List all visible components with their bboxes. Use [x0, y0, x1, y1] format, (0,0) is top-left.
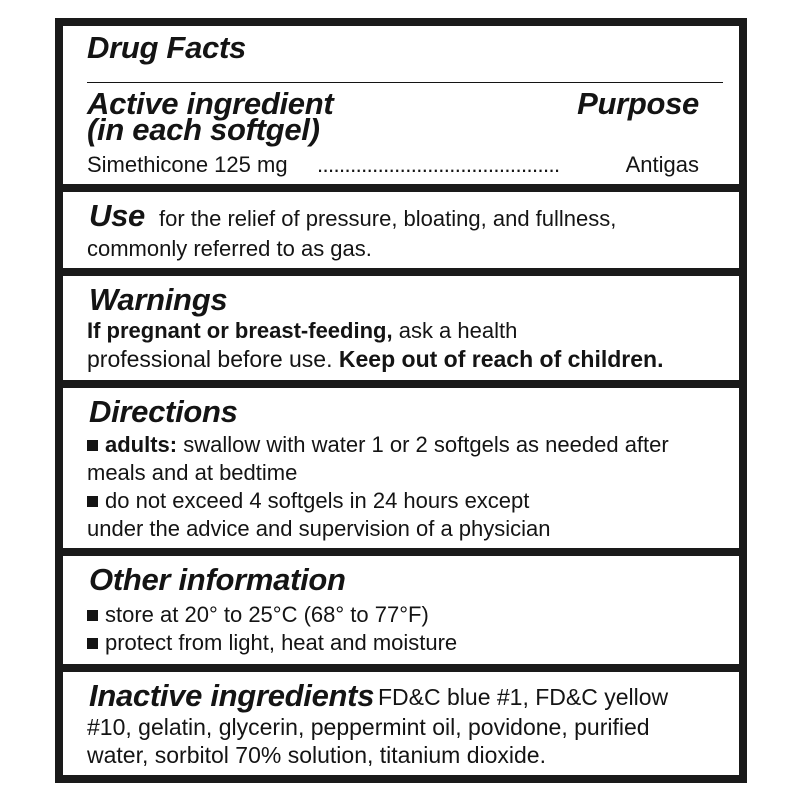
children-warning: Keep out of reach of children.: [338, 346, 664, 372]
ingredient-leader-dots: ............................................: [317, 152, 560, 177]
use-text-line1: for the relief of pressure, bloating, and fullness,: [159, 206, 617, 231]
directions-heading: Directions: [89, 394, 238, 429]
directions-limit-text: do not exceed 4 softgels in 24 hours except: [105, 488, 530, 513]
warnings-heading: Warnings: [89, 282, 228, 317]
professional-advice: professional before use.: [87, 346, 339, 372]
other-information-heading: Other information: [89, 562, 346, 597]
active-ingredient-section: [63, 26, 739, 184]
drug-facts-panel: [55, 18, 747, 783]
pregnancy-warning: If pregnant or breast-feeding,: [87, 318, 393, 343]
directions-item1-cont: meals and at bedtime: [87, 460, 298, 485]
purpose-heading: Purpose: [577, 86, 699, 121]
title-divider: [87, 82, 723, 83]
warnings-line2: [87, 348, 664, 371]
warnings-section: [63, 276, 739, 380]
ingredient-name: Simethicone 125 mg: [87, 152, 288, 177]
directions-adults-text: swallow with water 1 or 2 softgels as needed after: [177, 432, 669, 457]
active-ingredient-heading: Active ingredient: [87, 86, 334, 121]
directions-item1: [87, 434, 669, 456]
inactive-line1: FD&C blue #1, FD&C yellow: [378, 684, 669, 710]
bullet-square-icon: [87, 496, 98, 507]
pregnancy-advice: ask a health: [392, 318, 518, 343]
other-information-section: [63, 556, 739, 664]
inactive-line3: water, sorbitol 70% solution, titanium dioxide.: [87, 742, 546, 768]
directions-section: [63, 388, 739, 548]
use-section: [63, 192, 739, 268]
directions-adults-label: adults:: [105, 432, 178, 457]
directions-item2-cont: under the advice and supervision of a physician: [87, 516, 551, 541]
drug-facts-title: Drug Facts: [87, 30, 246, 65]
other-info-item1: [87, 604, 429, 626]
other-info-item2: [87, 632, 457, 654]
active-ingredient-subheading: (in each softgel): [87, 112, 320, 147]
bullet-square-icon: [87, 440, 98, 451]
use-text-line2: commonly referred to as gas.: [87, 236, 372, 261]
inactive-ingredients-section: [63, 672, 739, 775]
inactive-line2: #10, gelatin, glycerin, peppermint oil, povidone, purified: [87, 714, 650, 740]
bullet-square-icon: [87, 638, 98, 649]
ingredient-purpose: Antigas: [625, 152, 699, 177]
directions-item2: [87, 490, 529, 512]
warnings-line1: [87, 320, 517, 342]
use-heading: Use: [89, 198, 145, 233]
storage-text: store at 20° to 25°C (68° to 77°F): [105, 602, 429, 627]
inactive-ingredients-heading: Inactive ingredients: [89, 678, 375, 713]
protect-text: protect from light, heat and moisture: [105, 630, 458, 655]
bullet-square-icon: [87, 610, 98, 621]
